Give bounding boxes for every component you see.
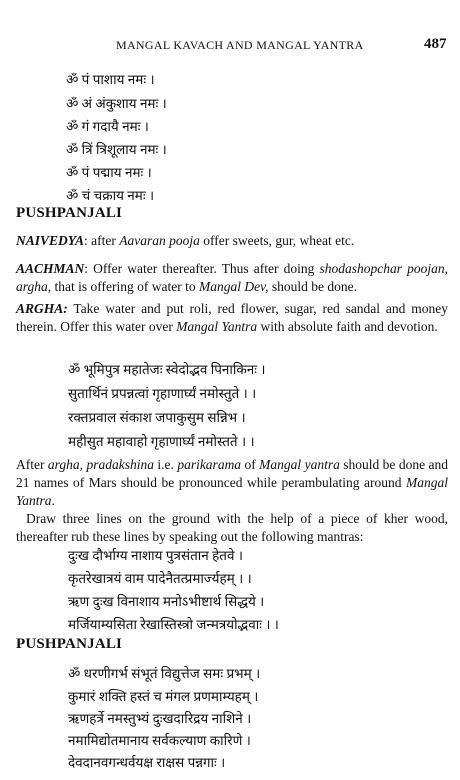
mantra-line: ॐ त्रिं त्रिशूलाय नमः । — [66, 142, 167, 157]
mantra-line: महीसुत महावाहो गृहाणार्घ्यं नमोस्तते । । — [68, 434, 255, 449]
paragraph-aachman: AACHMAN: Offer water thereafter. Thus after doing shodashopchar poojan, argha, that is offering of water to Mangal Dev, should be done. — [16, 261, 448, 294]
running-head: MANGAL KAVACH AND MANGAL YANTRA — [116, 38, 364, 52]
term-argha: ARGHA: — [16, 301, 68, 316]
mantra-line: देवदानवगन्धर्वयक्ष राक्षस पन्नगाः । — [68, 755, 226, 770]
mantra-line: सुतार्थिनं प्रपन्नत्वां गृहाणार्घ्यं नमोस्तुते । । — [68, 386, 257, 401]
mantra-line: नमामिद्योतमानाय सर्वकल्याण कारिणे । — [68, 733, 251, 748]
mantra-line: ऋणहर्त्रे नमस्तुभ्यं दुःखदारिद्रय नाशिने । — [68, 711, 252, 726]
page-number: 487 — [424, 36, 447, 52]
section-heading: PUSHPANJALI — [16, 205, 123, 221]
page-header — [0, 38, 460, 58]
mantra-line: रक्तप्रवाल संकाश जपाकुसुम सन्निभ । — [68, 410, 246, 425]
paragraph-naivedya: NAIVEDYA: after Aavaran pooja offer sweets, gur, wheat etc. — [16, 233, 355, 248]
mantra-line: ॐ धरणीगर्भ संभूतं विद्युत्तेज समः प्रभम् । — [68, 666, 261, 681]
mantra-line: ॐ भूमिपुत्र महातेजः स्वेदोद्भव पिनाकिनः । — [68, 362, 266, 377]
mantra-line: ॐ पं पाशाय नमः । — [66, 72, 155, 87]
paragraph-draw-lines: Draw three lines on the ground with the help of a piece of kher wood, thereafter rub these lines by speaking out the following mantras: — [16, 511, 448, 544]
mantra-line: ऋण दुःख विनाशाय मनोऽभीष्टार्थ सिद्धये । — [68, 594, 265, 609]
mantra-line: कृतरेखात्रयं वाम पादेनैतत्प्रमार्ज्यहम् । । — [68, 571, 252, 586]
section-heading: PUSHPANJALI — [16, 636, 123, 652]
mantra-line: ॐ अं अंकुशाय नमः । — [66, 96, 167, 111]
mantra-line: दुःख दौर्भाग्य नाशाय पुत्रसंतान हेतवे । — [68, 548, 244, 563]
mantra-line: ॐ चं चक्राय नमः । — [66, 188, 155, 203]
term-aachman: AACHMAN — [16, 261, 85, 276]
mantra-line: मर्जियाम्यसिता रेखास्तिस्त्रो जन्मत्रयोद्भवाः । । — [68, 617, 279, 632]
term-naivedya: NAIVEDYA — [16, 233, 85, 248]
mantra-line: कुमारं शक्ति हस्तं च मंगल प्रणमाम्यहम् । — [68, 689, 259, 704]
paragraph-after-argha: After argha, pradakshina i.e. parikarama of Mangal yantra should be done and 21 names of Mars should be pronounced while perambulating around Mangal Yantra. — [16, 457, 448, 508]
mantra-line: ॐ पं पद्माय नमः । — [66, 165, 152, 180]
mantra-line: ॐ गं गदायै नमः । — [66, 119, 149, 134]
paragraph-argha: ARGHA: Take water and put roli, red flower, sugar, red sandal and money therein. Offer this water over Mangal Yantra with absolute faith and devotion. — [16, 301, 448, 334]
